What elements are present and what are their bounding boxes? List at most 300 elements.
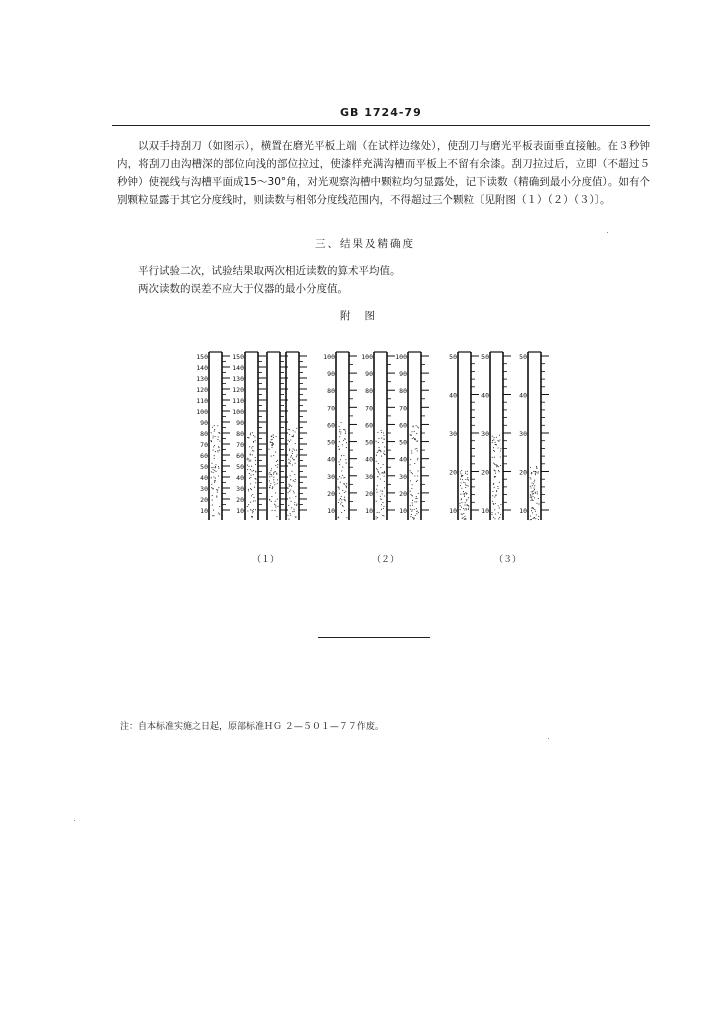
stipple-dot (468, 505, 469, 506)
stipple-dot (248, 458, 249, 459)
stipple-dot (289, 450, 290, 451)
stipple-dot (411, 453, 412, 454)
stipple-dot (291, 455, 292, 456)
stipple-dot (535, 518, 536, 519)
stipple-dot (273, 455, 274, 456)
stipple-dot (345, 433, 346, 434)
stipple-dot (533, 490, 534, 491)
stipple-dot (495, 473, 496, 474)
stipple-dot (460, 494, 461, 495)
stipple-dot (252, 510, 253, 511)
stipple-dot (289, 486, 290, 487)
stipple-dot (341, 422, 342, 423)
stipple-dot (249, 478, 250, 479)
tick-label: 30 (519, 430, 527, 438)
stipple-dot (296, 450, 297, 451)
stipple-dot (499, 439, 500, 440)
stipple-dot (377, 512, 378, 513)
stipple-dot (270, 485, 271, 486)
stipple-dot (250, 469, 251, 470)
stipple-dot (211, 487, 212, 488)
stipple-dot (342, 490, 343, 491)
stipple-dot (290, 489, 291, 490)
stipple-dot (296, 455, 297, 456)
stipple-dot (493, 437, 494, 438)
stipple-dot (296, 505, 297, 506)
stipple-dot (212, 488, 213, 489)
stipple-dot (465, 484, 466, 485)
stipple-dot (538, 519, 539, 520)
stipple-dot (533, 483, 534, 484)
stipple-dot (253, 509, 254, 510)
stipple-dot (498, 512, 499, 513)
stipple-dot (465, 471, 466, 472)
tick-label: 110 (196, 397, 208, 405)
tick-label: 50 (399, 438, 407, 447)
tick-label: 30 (365, 472, 373, 481)
stipple-dot (537, 473, 538, 474)
stipple-dot (537, 491, 538, 492)
stipple-dot (255, 509, 256, 510)
stipple-dot (215, 478, 216, 479)
stipple-dot (416, 511, 417, 512)
stipple-dot (345, 459, 346, 460)
tick-label: 150 (232, 353, 244, 361)
stipple-dot (382, 491, 383, 492)
stipple-dot (217, 425, 218, 426)
stipple-dot (275, 471, 276, 472)
stipple-dot (214, 429, 215, 430)
stipple-dot (535, 492, 536, 493)
stipple-dot (344, 484, 345, 485)
stipple-dot (381, 432, 382, 433)
stipple-dot (414, 509, 415, 510)
stipple-dot (273, 477, 274, 478)
stipple-dot (247, 469, 248, 470)
stipple-dot (463, 482, 464, 483)
stipple-dot (376, 468, 377, 469)
stipple-dot (492, 501, 493, 502)
stipple-dot (536, 503, 537, 504)
stipple-dot (415, 498, 416, 499)
stipple-dot (416, 448, 417, 449)
stipple-dot (381, 504, 382, 505)
stipple-dot (382, 502, 383, 503)
stipple-dot (293, 436, 294, 437)
stipple-dot (410, 494, 411, 495)
stipple-dot (293, 509, 294, 510)
stipple-dot (534, 509, 535, 510)
stipple-dot (211, 432, 212, 433)
tick-label: 10 (481, 507, 489, 515)
stipple-dot (383, 432, 384, 433)
stipple-dot (418, 512, 419, 513)
stipple-dot (466, 500, 467, 501)
stipple-dot (466, 509, 467, 510)
stipple-dot (269, 480, 270, 481)
stipple-dot (291, 471, 292, 472)
stipple-dot (270, 483, 271, 484)
stipple-dot (416, 496, 417, 497)
tick-label: 90 (236, 419, 244, 427)
stipple-dot (415, 515, 416, 516)
stipple-dot (530, 478, 531, 479)
stipple-dot (538, 471, 539, 472)
tick-label: 30 (449, 430, 457, 438)
stipple-dot (346, 487, 347, 488)
tick-label: 70 (365, 404, 373, 413)
stipple-dot (531, 519, 532, 520)
tick-label: 70 (236, 441, 244, 449)
stipple-dot (378, 472, 379, 473)
stipple-dot (383, 515, 384, 516)
stipple-dot (415, 448, 416, 449)
stipple-dot (339, 441, 340, 442)
tick-label: 20 (200, 496, 208, 504)
header-rule (112, 125, 650, 126)
stipple-dot (500, 448, 501, 449)
stipple-dot (378, 451, 379, 452)
tick-label: 70 (399, 404, 407, 413)
stipple-dot (495, 513, 496, 514)
stipple-dot (464, 509, 465, 510)
stipple-dot (250, 488, 251, 489)
stipple-dot (415, 439, 416, 440)
tick-label: 100 (232, 408, 244, 416)
stipple-dot (213, 476, 214, 477)
tick-label: 40 (481, 391, 489, 400)
stipple-dot (498, 505, 499, 506)
stipple-dot (271, 496, 272, 497)
results-line-1: 平行试验二次，试验结果取两次相近读数的算术平均值。 (138, 265, 401, 277)
stipple-dot (377, 469, 378, 470)
stipple-dot (491, 512, 492, 513)
stipple-dot (276, 516, 277, 517)
stipple-dot (461, 488, 462, 489)
stipple-dot (410, 491, 411, 492)
stipple-dot (534, 497, 535, 498)
stipple-dot (498, 518, 499, 519)
stipple-dot (535, 473, 536, 474)
stipple-dot (382, 515, 383, 516)
stipple-dot (217, 451, 218, 452)
stipple-dot (248, 466, 249, 467)
stipple-dot (382, 442, 383, 443)
stipple-dot (462, 475, 463, 476)
stipple-dot (253, 470, 254, 471)
stipple-dot (277, 479, 278, 480)
stipple-dot (464, 496, 465, 497)
stipple-dot (462, 514, 463, 515)
stipple-dot (218, 513, 219, 514)
stipple-dot (496, 444, 497, 445)
stipple-dot (219, 441, 220, 442)
stipple-dot (291, 501, 292, 502)
tick-label: 10 (399, 507, 407, 515)
stipple-dot (215, 464, 216, 465)
stipple-dot (214, 482, 215, 483)
tick-label: 30 (236, 485, 244, 493)
stipple-dot (292, 458, 293, 459)
stipple-dot (384, 454, 385, 455)
stipple-dot (253, 497, 254, 498)
stipple-dot (538, 516, 539, 517)
stipple-dot (465, 473, 466, 474)
stipple-dot (413, 437, 414, 438)
stipple-dot (411, 431, 412, 432)
stipple-dot (494, 487, 495, 488)
stipple-dot (214, 467, 215, 468)
stipple-dot (418, 470, 419, 471)
stipple-dot (532, 496, 533, 497)
stipple-dot (289, 484, 290, 485)
stipple-dot (342, 444, 343, 445)
stipple-dot (213, 488, 214, 489)
tick-label: 60 (236, 452, 244, 460)
stipple-dot (338, 446, 339, 447)
tick-label: 70 (327, 404, 335, 413)
stipple-dot (213, 450, 214, 451)
stipple-dot (376, 461, 377, 462)
stipple-dot (499, 471, 500, 472)
stipple-dot (288, 459, 289, 460)
scan-speck (548, 738, 549, 739)
stipple-dot (250, 477, 251, 478)
stipple-dot (277, 460, 278, 461)
stipple-dot (463, 513, 464, 514)
stipple-dot (212, 515, 213, 516)
stipple-dot (530, 467, 531, 468)
tick-label: 110 (232, 397, 244, 405)
tick-label: 90 (200, 419, 208, 427)
stipple-dot (344, 477, 345, 478)
stipple-dot (218, 487, 219, 488)
tick-label: 10 (200, 507, 208, 515)
stipple-dot (416, 433, 417, 434)
stipple-dot (414, 501, 415, 502)
stipple-dot (252, 446, 253, 447)
stipple-dot (292, 453, 293, 454)
stipple-dot (410, 459, 411, 460)
stipple-dot (383, 464, 384, 465)
stipple-dot (344, 510, 345, 511)
stipple-dot (291, 507, 292, 508)
stipple-dot (268, 449, 269, 450)
tick-label: 20 (327, 489, 335, 498)
stipple-dot (414, 475, 415, 476)
stipple-dot (290, 461, 291, 462)
stipple-dot (532, 499, 533, 500)
stipple-dot (290, 515, 291, 516)
stipple-dot (252, 454, 253, 455)
stipple-dot (213, 510, 214, 511)
stipple-dot (213, 467, 214, 468)
stipple-dot (214, 458, 215, 459)
stipple-dot (214, 436, 215, 437)
stipple-dot (277, 467, 278, 468)
stipple-dot (412, 502, 413, 503)
stipple-dot (530, 519, 531, 520)
stipple-dot (288, 505, 289, 506)
stipple-dot (495, 476, 496, 477)
stipple-dot (294, 504, 295, 505)
stipple-dot (340, 498, 341, 499)
stipple-dot (269, 487, 270, 488)
results-line-2: 两次读数的误差不应大于仪器的最小分度值。 (138, 283, 348, 295)
stipple-dot (248, 504, 249, 505)
stipple-dot (217, 450, 218, 451)
stipple-dot (378, 442, 379, 443)
stipple-dot (213, 435, 214, 436)
stipple-dot (212, 427, 213, 428)
stipple-dot (219, 433, 220, 434)
stipple-dot (255, 457, 256, 458)
footnote: 注：自本标准实施之日起，原部标准ＨＧ ２—５０１—７７作废。 (120, 722, 384, 732)
stipple-dot (378, 471, 379, 472)
stipple-dot (295, 496, 296, 497)
stipple-dot (276, 436, 277, 437)
stipple-dot (293, 430, 294, 431)
stipple-dot (253, 474, 254, 475)
standard-code: GB 1724-79 (340, 106, 422, 119)
tick-label: 20 (365, 489, 373, 498)
stipple-dot (500, 514, 501, 515)
stipple-dot (340, 482, 341, 483)
stipple-dot (338, 461, 339, 462)
tick-label: 50 (519, 353, 527, 361)
gauge-group-3 (449, 352, 549, 520)
stipple-dot (272, 442, 273, 443)
stipple-dot (291, 486, 292, 487)
stipple-dot (411, 450, 412, 451)
tick-label: 130 (196, 375, 208, 383)
stipple-dot (463, 493, 464, 494)
tick-label: 40 (327, 455, 335, 464)
stipple-dot (499, 517, 500, 518)
stipple-dot (464, 518, 465, 519)
stipple-dot (538, 498, 539, 499)
stipple-dot (498, 466, 499, 467)
stipple-dot (290, 479, 291, 480)
stipple-dot (212, 495, 213, 496)
gauge-group-2 (323, 352, 429, 520)
stipple-dot (339, 464, 340, 465)
tick-label: 10 (365, 507, 373, 515)
stipple-dot (215, 480, 216, 481)
results-paragraph (117, 262, 637, 298)
stipple-dot (384, 446, 385, 447)
stipple-dot (251, 489, 252, 490)
stipple-dot (337, 486, 338, 487)
stipple-dot (271, 436, 272, 437)
stipple-dot (338, 502, 339, 503)
stipple-dot (410, 516, 411, 517)
stipple-dot (378, 438, 379, 439)
stipple-dot (416, 481, 417, 482)
stipple-dot (495, 495, 496, 496)
stipple-dot (465, 479, 466, 480)
stipple-dot (270, 470, 271, 471)
stipple-dot (214, 431, 215, 432)
stipple-dot (533, 471, 534, 472)
stipple-dot (289, 462, 290, 463)
stipple-dot (341, 470, 342, 471)
stipple-dot (530, 500, 531, 501)
stipple-dot (345, 485, 346, 486)
stipple-dot (273, 443, 274, 444)
stipple-dot (460, 485, 461, 486)
stipple-dot (417, 459, 418, 460)
tick-label: 50 (481, 353, 489, 361)
stipple-dot (411, 435, 412, 436)
stipple-dot (346, 462, 347, 463)
stipple-dot (339, 499, 340, 500)
stipple-dot (255, 464, 256, 465)
stipple-dot (381, 430, 382, 431)
figure-label-3: （３） (494, 555, 522, 565)
stipple-dot (376, 492, 377, 493)
stipple-dot (292, 465, 293, 466)
stipple-dot (534, 481, 535, 482)
stipple-dot (492, 491, 493, 492)
stipple-dot (468, 506, 469, 507)
tick-label: 80 (327, 387, 335, 396)
stipple-dot (211, 484, 212, 485)
tick-label: 150 (196, 353, 208, 361)
stipple-dot (273, 472, 274, 473)
stipple-dot (250, 433, 251, 434)
stipple-dot (292, 451, 293, 452)
stipple-dot (532, 512, 533, 513)
stipple-dot (339, 429, 340, 430)
tick-label: 10 (236, 507, 244, 515)
stipple-dot (219, 432, 220, 433)
figure-label-1: （１） (252, 555, 280, 565)
stipple-dot (462, 517, 463, 518)
stipple-dot (467, 504, 468, 505)
stipple-dot (492, 442, 493, 443)
stipple-dot (494, 457, 495, 458)
stipple-dot (249, 459, 250, 460)
stipple-dot (271, 475, 272, 476)
tick-label: 50 (200, 463, 208, 471)
tick-label: 70 (200, 441, 208, 449)
stipple-dot (274, 482, 275, 483)
stipple-dot (254, 436, 255, 437)
tick-label: 120 (232, 386, 244, 394)
stipple-dot (216, 495, 217, 496)
stipple-dot (339, 476, 340, 477)
stipple-dot (275, 452, 276, 453)
stipple-dot (270, 441, 271, 442)
stipple-dot (295, 443, 296, 444)
stipple-dot (466, 493, 467, 494)
stipple-dot (384, 481, 385, 482)
stipple-dot (339, 426, 340, 427)
tick-label: 80 (365, 387, 373, 396)
stipple-dot (416, 498, 417, 499)
stipple-dot (376, 518, 377, 519)
stipple-dot (289, 434, 290, 435)
stipple-dot (249, 461, 250, 462)
stipple-dot (460, 471, 461, 472)
stipple-dot (493, 504, 494, 505)
stipple-dot (499, 435, 500, 436)
stipple-dot (288, 492, 289, 493)
stipple-dot (290, 463, 291, 464)
tick-label: 20 (236, 496, 244, 504)
tick-label: 30 (327, 472, 335, 481)
